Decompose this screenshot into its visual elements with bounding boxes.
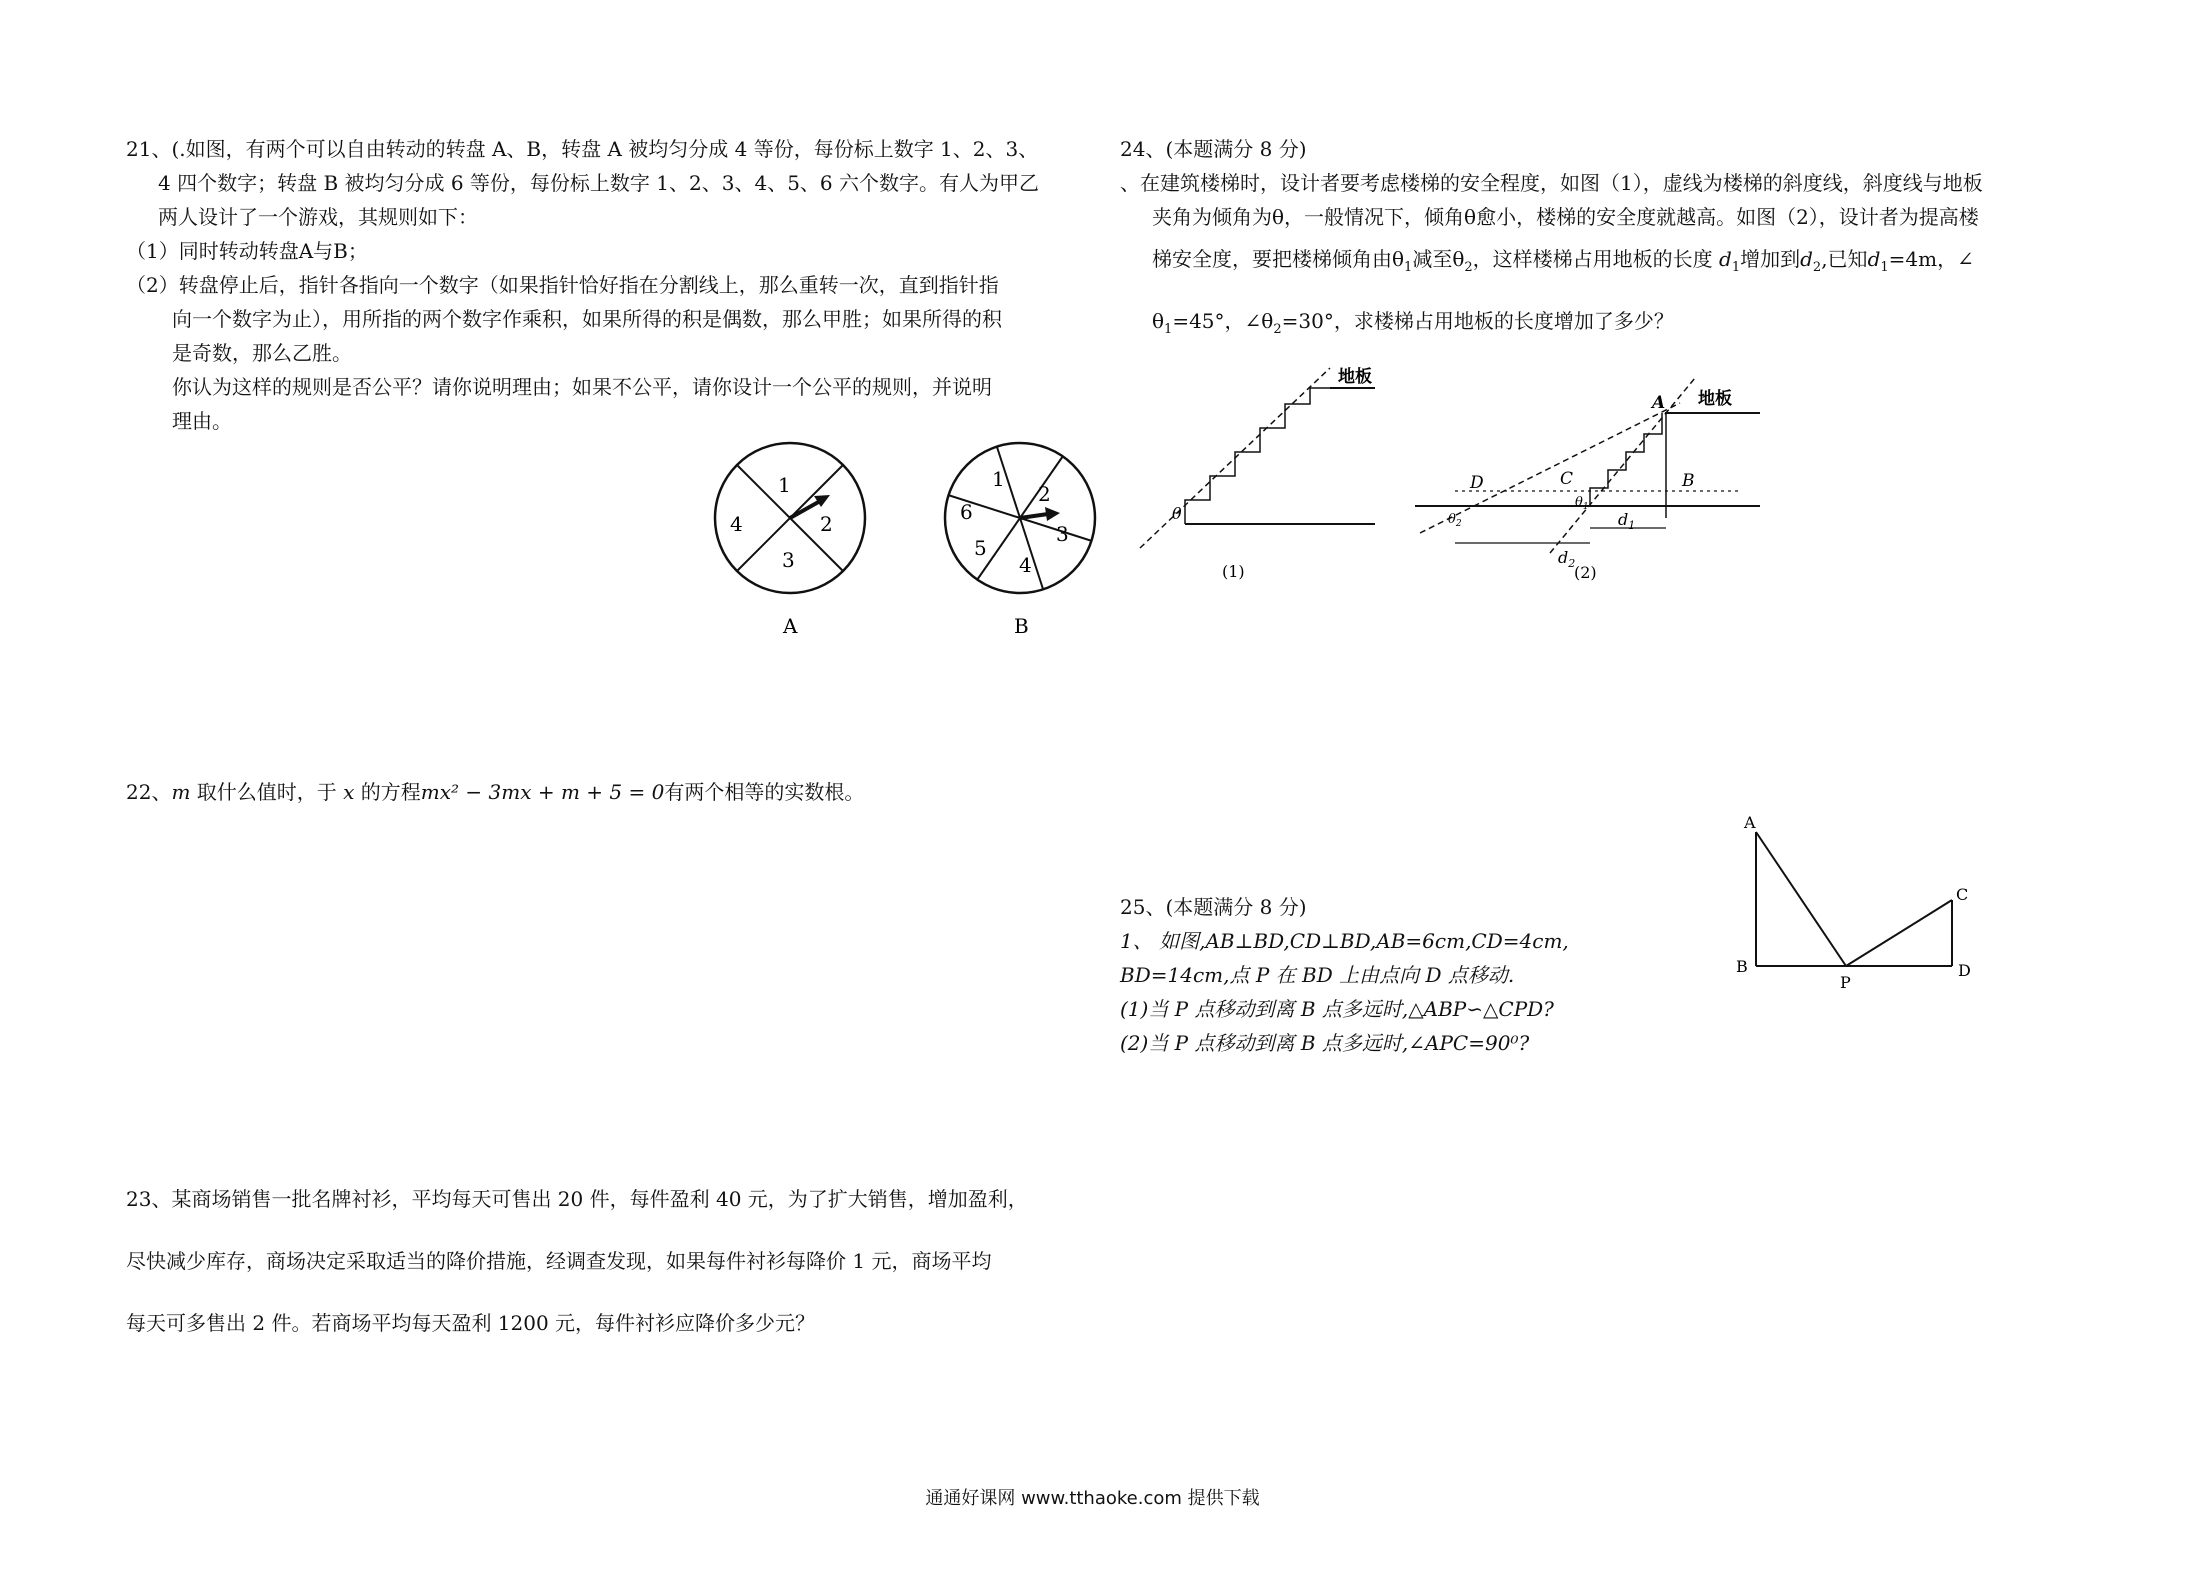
q21-line-9: 理由。 bbox=[172, 409, 232, 433]
point-d-label: D bbox=[1470, 473, 1484, 493]
spinner-a-number: 4 bbox=[730, 512, 743, 536]
q25-line-3: (1)当 P 点移动到离 B 点多远时,△ABP∽△CPD? bbox=[1120, 997, 1554, 1021]
theta-label: θ bbox=[1172, 504, 1182, 523]
q22-equation: mx² − 3mx + m + 5 = 0 bbox=[420, 780, 665, 804]
question-21 bbox=[126, 132, 1039, 438]
q22-variable-m: m bbox=[171, 780, 191, 804]
stair-figure-1 bbox=[1130, 358, 1390, 598]
point-c-label: C bbox=[1956, 885, 1969, 904]
spinner-b-arrowhead bbox=[1045, 507, 1060, 521]
stairs bbox=[1185, 388, 1330, 524]
segment-ap bbox=[1756, 832, 1846, 966]
q22-variable-x: x bbox=[343, 780, 355, 804]
spinner-b-number: 2 bbox=[1038, 482, 1051, 506]
q24-line-4: $\theta_1=45^\circ$，$\angle\theta_2=30^\circ$，求楼梯占用地板的长度增加了多少？ bbox=[1152, 309, 1674, 337]
spinner-a-number: 3 bbox=[782, 548, 795, 572]
q22-number: 22、 bbox=[126, 780, 172, 804]
floor-label: 地板 bbox=[1698, 389, 1732, 409]
q21-line-3: 两人设计了一个游戏，其规则如下： bbox=[158, 205, 478, 229]
q24-line-3: 梯安全度，要把楼梯倾角由$\theta_1$减至$\theta_2$，这样楼梯占用地板的长度 $d_1$增加到$d_2$,已知$d_1=4m$，∠ bbox=[1152, 247, 1974, 275]
q21-line-2: 4 四个数字；转盘 B 被均匀分成 6 等份，每份标上数字 1、2、3、4、5、6 六个数字。有人为甲乙 bbox=[158, 171, 1039, 195]
spinner-b-figure bbox=[930, 440, 1110, 650]
q21-line-1: 21、(.如图，有两个可以自由转动的转盘 A、B，转盘 A 被均匀分成 4 等份，每份标上数字 1、2、3、 bbox=[126, 137, 1039, 161]
d2-label: $d_2$ bbox=[1558, 548, 1576, 570]
slope-line-30 bbox=[1420, 403, 1680, 533]
q24-line-1: 、在建筑楼梯时，设计者要考虑楼梯的安全程度，如图（1），虚线为楼梯的斜度线，斜度线与地板 bbox=[1120, 171, 1983, 195]
spinner-b-number: 5 bbox=[974, 536, 987, 560]
point-d-label: D bbox=[1958, 961, 1971, 980]
point-b-label: B bbox=[1682, 471, 1695, 491]
stair-figure-2 bbox=[1410, 378, 1770, 598]
q22-text-1: 取什么值时，于 bbox=[196, 780, 337, 804]
d1-label: $d_1$ bbox=[1618, 510, 1636, 532]
q24-header: 24、(本题满分 8 分) bbox=[1120, 137, 1307, 161]
question-24 bbox=[1120, 132, 1983, 338]
point-a-label: A bbox=[1652, 393, 1666, 413]
spinner-b-number: 3 bbox=[1056, 522, 1069, 546]
point-b-label: B bbox=[1736, 957, 1748, 976]
spinner-a-number: 2 bbox=[820, 512, 833, 536]
q23-line-2: 尽快减少库存，商场决定采取适当的降价措施，经调查发现，如果每件衬衫每降价 1 元，商场平均 bbox=[126, 1249, 992, 1273]
spinner-b-label: B bbox=[1014, 614, 1029, 638]
q21-line-5: （2）转盘停止后，指针各指向一个数字（如果指针恰好指在分割线上，那么重转一次，直到指针指 bbox=[126, 273, 999, 297]
segment-pc bbox=[1846, 900, 1952, 966]
spinner-b-number: 1 bbox=[992, 467, 1005, 491]
q25-line-4: (2)当 P 点移动到离 B 点多远时,∠APC=90⁰? bbox=[1120, 1031, 1530, 1055]
question-23 bbox=[126, 1168, 1028, 1354]
q23-line-1: 23、某商场销售一批名牌衬衫，平均每天可售出 20 件，每件盈利 40 元，为了扩大销售，增加盈利， bbox=[126, 1187, 1028, 1211]
spinner-a-number: 1 bbox=[778, 473, 791, 497]
question-22 bbox=[126, 775, 864, 809]
q21-line-6: 向一个数字为止），用所指的两个数字作乘积，如果所得的积是偶数，那么甲胜；如果所得的积 bbox=[172, 307, 1002, 331]
figure-caption: (1) bbox=[1222, 562, 1245, 581]
q23-line-3: 每天可多售出 2 件。若商场平均每天盈利 1200 元，每件衬衫应降价多少元？ bbox=[126, 1311, 816, 1335]
stairs bbox=[1590, 413, 1662, 506]
floor-label: 地板 bbox=[1338, 367, 1372, 387]
page-footer: 通通好课网 www.tthaoke.com 提供下载 bbox=[925, 1488, 1260, 1509]
q25-figure bbox=[1730, 810, 1990, 1010]
q22-text-2: 的方程 bbox=[360, 780, 421, 804]
theta-1-label: $\theta_1$ bbox=[1575, 495, 1589, 512]
question-25 bbox=[1120, 890, 1569, 1060]
theta-2-label: $\theta_2$ bbox=[1448, 512, 1462, 529]
point-p-label: P bbox=[1840, 973, 1851, 992]
spinner-b-pointer bbox=[1020, 514, 1048, 518]
q22-text-3: 有两个相等的实数根。 bbox=[664, 780, 865, 804]
q25-line-1: 1、 如图,AB⊥BD,CD⊥BD,AB=6cm,CD=4cm, bbox=[1120, 929, 1569, 953]
q24-line-2: 夹角为倾角为θ，一般情况下，倾角θ愈小，楼梯的安全度就越高。如图（2），设计者为提高楼 bbox=[1152, 205, 1979, 229]
q21-line-8: 你认为这样的规则是否公平？请你说明理由；如果不公平，请你设计一个公平的规则，并说明 bbox=[172, 375, 992, 399]
figure-caption: (2) bbox=[1574, 563, 1597, 582]
q25-line-2: BD=14cm,点 P 在 BD 上由点向 D 点移动. bbox=[1120, 963, 1515, 987]
q21-line-7: 是奇数，那么乙胜。 bbox=[172, 341, 352, 365]
spinner-b-number: 6 bbox=[960, 500, 973, 524]
point-c-label: C bbox=[1560, 469, 1574, 489]
spinner-a-label: A bbox=[783, 614, 798, 638]
spinner-a-figure bbox=[700, 440, 880, 650]
point-a-label: A bbox=[1744, 813, 1756, 832]
q25-header: 25、(本题满分 8 分) bbox=[1120, 895, 1307, 919]
spinner-b-number: 4 bbox=[1019, 553, 1032, 577]
q21-line-4: （1）同时转动转盘A与B； bbox=[126, 239, 368, 263]
